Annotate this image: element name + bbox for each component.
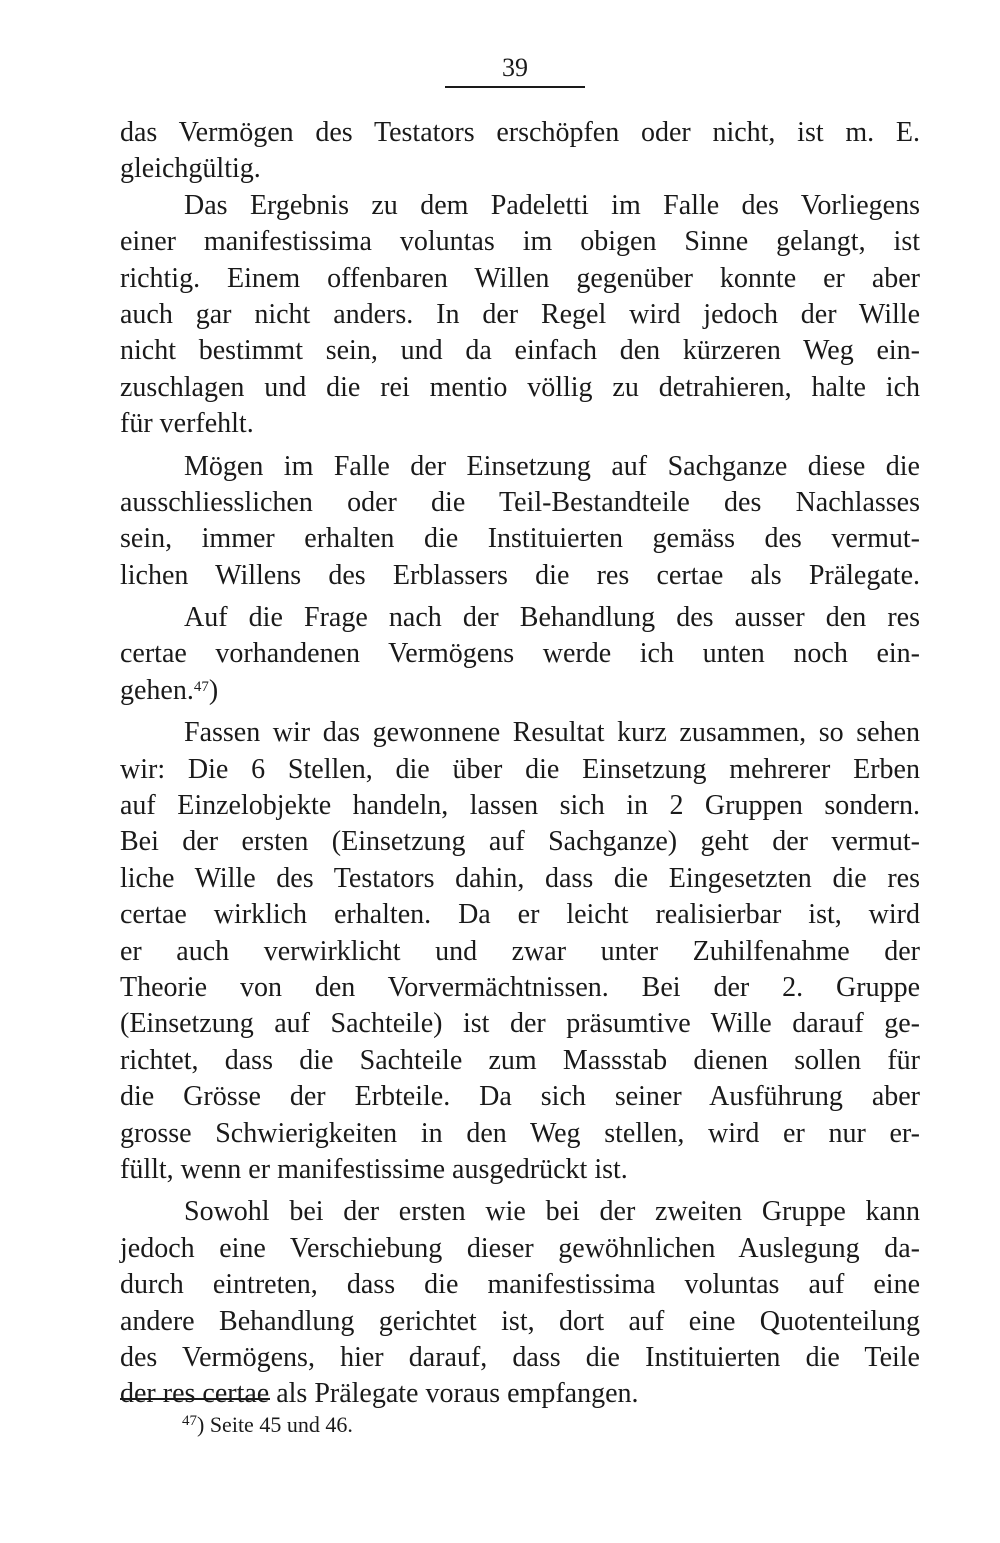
footnote-text: ) Seite 45 und 46. [197,1412,353,1437]
text-line: des Vermögens, hier darauf, dass die Instituierten die Teile [120,1341,920,1373]
page-header [0,52,1000,92]
text-line: Auf die Frage nach der Behandlung des ausser den res [184,602,920,634]
text-line: certae wirklich erhalten. Da er leicht realisierbar ist, wird [120,899,920,931]
text-line: Theorie von den Vorvermächtnissen. Bei der 2. Gruppe [120,971,920,1003]
text-line: grosse Schwierigkeiten in den Weg stellen, wird er nur er- [120,1117,920,1149]
header-rule [445,86,585,88]
text-line: ausschliesslichen oder die Teil-Bestandteile des Nachlasses [120,486,920,518]
text-line: einer manifestissima voluntas im obigen Sinne gelangt, ist [120,226,920,258]
text-line: Das Ergebnis zu dem Padeletti im Falle des Vorliegens [184,189,920,221]
text-line: richtet, dass die Sachteile zum Massstab dienen sollen für [120,1044,920,1076]
text-line: jedoch eine Verschiebung dieser gewöhnlichen Auslegung da- [120,1232,920,1264]
footnote-rule [120,1398,270,1400]
page-number: 39 [502,53,528,82]
text-line: sein, immer erhalten die Instituierten gemäss des vermut- [120,523,920,555]
text-line [120,673,920,709]
body-text [120,115,920,1413]
text-line: (Einsetzung auf Sachteile) ist der präsumtive Wille darauf ge- [120,1008,920,1040]
text-line: füllt, wenn er manifestissime ausgedrückt ist. [120,1153,628,1185]
text-line: lichen Willens des Erblassers die res certae als Prälegate. [120,559,920,591]
text-line: zuschlagen und die rei mentio völlig zu detrahieren, halte ich [120,371,920,403]
line-text: gehen. [120,674,194,706]
text-line: für verfehlt. [120,408,254,440]
text-line: Bei der ersten (Einsetzung auf Sachganze) geht der vermut- [120,826,920,858]
text-line: auf Einzelobjekte handeln, lassen sich in 2 Gruppen sondern. [120,790,920,822]
text-line: certae vorhandenen Vermögens werde ich unten noch ein- [120,638,920,670]
text-line: Fassen wir das gewonnene Resultat kurz zusammen, so sehen [184,717,920,749]
text-line: das Vermögen des Testators erschöpfen oder nicht, ist m. E. [120,117,920,148]
text-line: gleichgültig. [120,153,261,185]
text-line: liche Wille des Testators dahin, dass die Eingesetzten die res [120,862,920,894]
footnote-reference: 47 [193,678,209,695]
text-line: wir: Die 6 Stellen, die über die Einsetzung mehrerer Erben [120,753,920,785]
text-line: er auch verwirklicht und zwar unter Zuhilfenahme der [120,935,920,967]
text-line: nicht bestimmt sein, und da einfach den kürzeren Weg ein- [120,335,920,367]
text-line: andere Behandlung gerichtet ist, dort auf eine Quotenteilung [120,1305,920,1337]
text-line: Sowohl bei der ersten wie bei der zweiten Gruppe kann [184,1196,920,1228]
text-line: der res certae als Prälegate voraus empfangen. [120,1378,639,1410]
text-line: auch gar nicht anders. In der Regel wird jedoch der Wille [120,298,920,330]
text-line: Mögen im Falle der Einsetzung auf Sachganze diese die [184,450,920,482]
footnote [182,1410,353,1440]
text-line: durch eintreten, dass die manifestissima voluntas auf eine [120,1269,920,1301]
text-line: die Grösse der Erbteile. Da sich seiner Ausführung aber [120,1081,920,1113]
footnote-reference-paren: ) [208,674,219,706]
text-line: richtig. Einem offenbaren Willen gegenüber konnte er aber [120,262,920,294]
footnote-mark: 47 [182,1413,197,1429]
